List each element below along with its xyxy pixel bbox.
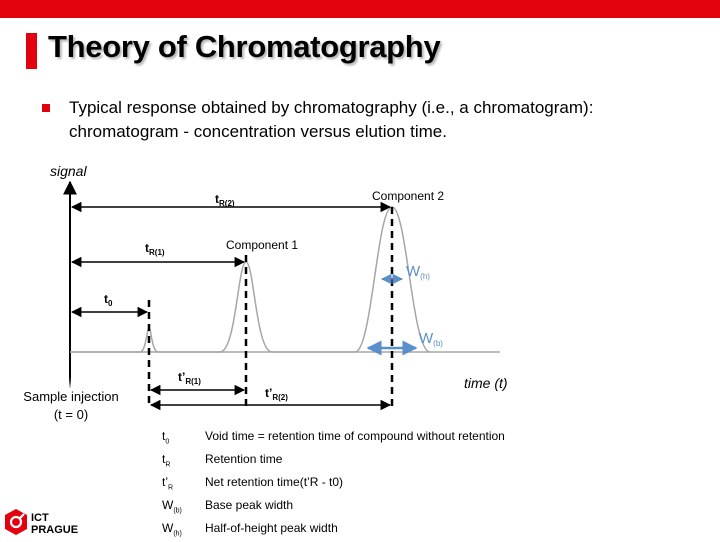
bullet-text: Typical response obtained by chromatography (i.e., a chromatogram): chromatogram - concentration versus elution time. [69, 98, 594, 141]
component-1-peak [158, 262, 272, 352]
logo-wordmark [31, 512, 78, 536]
sample-injection-label [9, 388, 133, 436]
tpR1-label: $t’_{R(1)}$ [178, 370, 201, 386]
void-peak [70, 328, 158, 352]
y-axis-label: signal [50, 163, 87, 179]
legend-text: Half-of-height peak width [205, 520, 338, 535]
component-2-label: Component 2 [372, 189, 445, 203]
wh-label: $W_{(h)}$ [406, 263, 430, 281]
tR2-label: $t_{R(2)}$ [215, 192, 235, 208]
legend-text: Base peak width [205, 497, 294, 512]
tR1-label: $t_{R(1)}$ [145, 241, 165, 257]
legend-text: Net retention time(t’R - t0) [205, 474, 344, 489]
legend-row [162, 520, 505, 542]
legend-text: Void time = retention time of compound without retention [205, 429, 505, 443]
legend-row [162, 497, 505, 520]
ict-prague-logo-icon [4, 508, 28, 536]
wb-label: $W_{(b)}$ [419, 330, 443, 348]
legend [162, 428, 505, 542]
slide-title: Theory of Chromatography [48, 29, 441, 64]
x-axis-label: time (t) [464, 375, 508, 391]
tpR2-label: $t’_{R(2)}$ [265, 386, 288, 402]
legend-symbol: $t_0$ [162, 429, 170, 446]
sample-injection-line-2: (t = 0) [53, 407, 89, 422]
legend-row [162, 451, 505, 474]
legend-symbol: $W_{(h)}$ [162, 520, 182, 537]
legend-symbol: $t_R$ [162, 451, 171, 469]
legend-row [162, 428, 505, 451]
legend-row [162, 474, 505, 497]
sample-injection-line-1: Sample injection [23, 389, 119, 404]
legend-symbol: $t’_R$ [162, 474, 174, 492]
legend-text: Retention time [205, 451, 283, 466]
t0-label: $t_0$ [104, 292, 113, 308]
component-1-label: Component 1 [226, 238, 299, 252]
logo-line-2: PRAGUE [31, 524, 79, 536]
logo-line-1: ICT [31, 512, 49, 524]
legend-symbol: $W_{(b)}$ [162, 497, 182, 515]
